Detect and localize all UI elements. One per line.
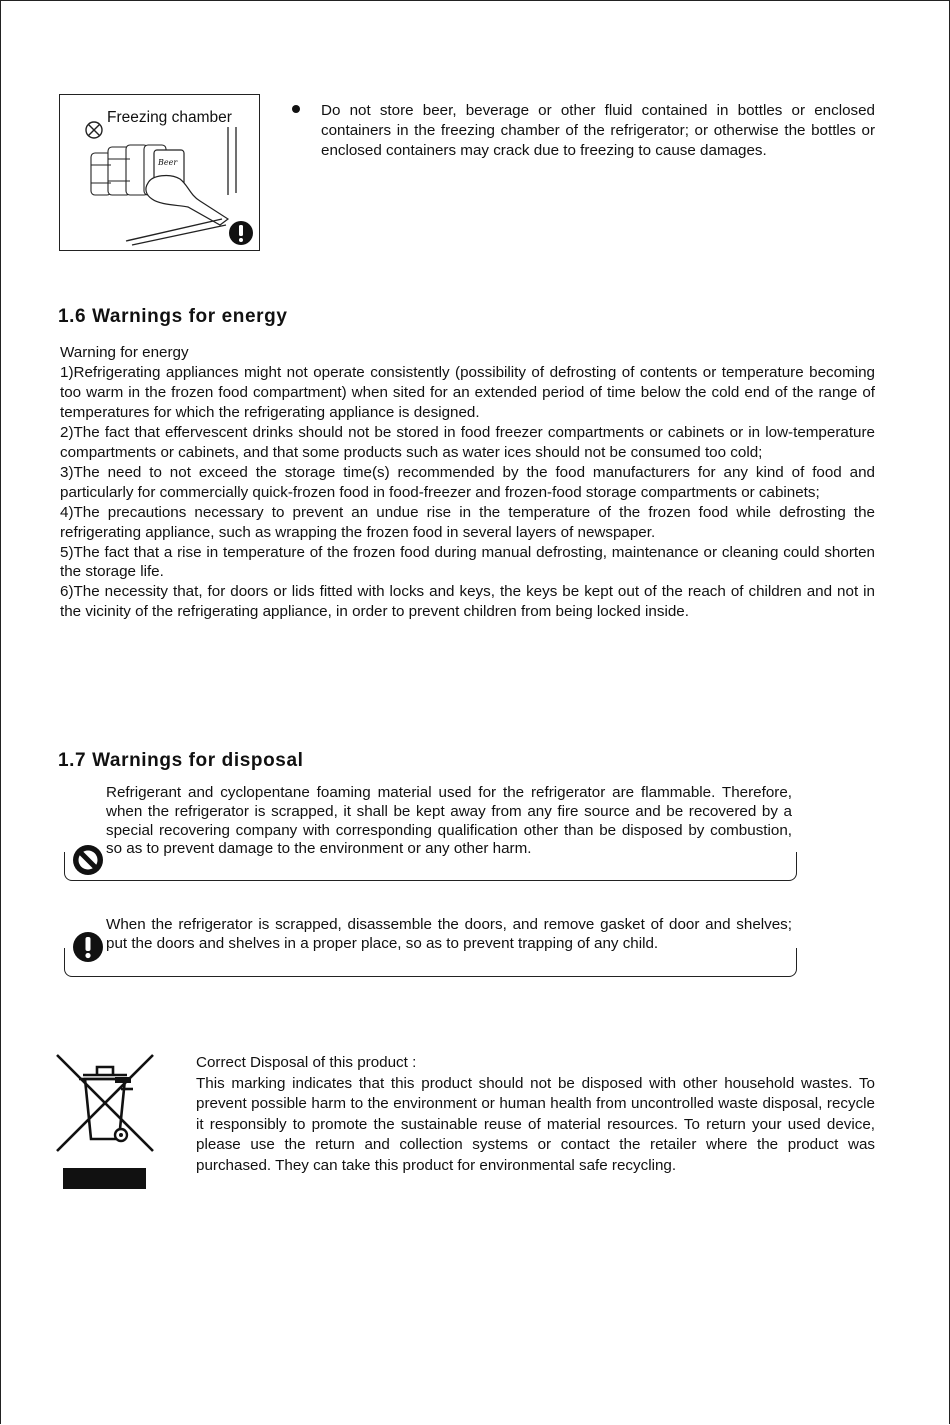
freezing-chamber-illustration [60,95,259,250]
energy-item: 6)The necessity that, for doors or lids fitted with locks and keys, the keys be kept out of the reach of children and not in the vicinity of the refrigerating appliance, in order to prevent children from being locked inside. [60,583,875,621]
energy-heading: 1.6 Warnings for energy [58,306,288,327]
freezing-chamber-figure [59,94,260,251]
warning-icon [71,930,105,964]
no-fire-icon [71,843,105,877]
beer-label: Beer [158,158,178,167]
energy-intro: Warning for energy [60,344,189,361]
freezing-chamber-label: Freezing chamber [107,109,232,126]
energy-item: 2)The fact that effervescent drinks should not be stored in food freezer compartments or cabinets or in low-temperature compartments or cabinets, and that some products such as water ices should not be consumed too cold; [60,423,875,461]
flammable-warning-bracket [64,866,797,881]
child-trap-warning-bracket [64,962,797,977]
energy-item: 5)The fact that a rise in temperature of the frozen food during manual defrosting, maintenance or cleaning could shorten the storage life. [60,543,875,581]
flammable-warning-text: Refrigerant and cyclopentane foaming material used for the refrigerator are flammable. Therefore, when the refrigerator is scrapped, it shall be kept away from any fire source and be recovered by a special recovering company with corresponding qualification other than be disposed by combustion, so as to prevent damage to the environment or any other harm. [106,784,792,858]
weee-text [196,1053,875,1177]
energy-item: 1)Refrigerating appliances might not operate consistently (possibility of defrosting of contents or temperature becoming too warm in the frozen food compartment) when sited for an extended period of time below the cold end of the range of temperatures for which the refrigerating appliance is designed. [60,363,875,421]
disposal-heading: 1.7 Warnings for disposal [58,750,304,771]
hand-icon [146,176,228,225]
weee-title: Correct Disposal of this product : [196,1054,417,1071]
weee-bar [63,1168,146,1189]
energy-item: 4)The precautions necessary to prevent an undue rise in the temperature of the frozen food while defrosting the refrigerating appliance, such as wrapping the frozen food in several layers of newspaper. [60,503,875,541]
energy-warnings [60,343,875,622]
energy-item: 3)The need to not exceed the storage time(s) recommended by the food manufacturers for any kind of food and particularly for commercially quick-frozen food in food-freezer and frozen-food storage compartments or cabinets; [60,463,875,501]
crossed-bin-icon [55,1053,155,1153]
bullet-icon [292,105,300,113]
weee-body: This marking indicates that this product should not be disposed with other household wastes. To prevent possible harm to the environment or human health from uncontrolled waste disposal, recycle it responsibly to promote the sustainable reuse of material resources. To return your used device, please use the return and collection systems or contact the retailer where the product was purchased. They can take this product for environmental safe recycling. [196,1074,875,1174]
child-trap-warning-text: When the refrigerator is scrapped, disassemble the doors, and remove gasket of door and shelves; put the doors and shelves in a proper place, so as to prevent trapping of any child. [106,916,792,952]
freezer-warning-text: Do not store beer, beverage or other fluid contained in bottles or enclosed containers in the freezing chamber of the refrigerator; or otherwise the bottles or enclosed containers may crack due to freezing to cause damages. [321,102,875,160]
